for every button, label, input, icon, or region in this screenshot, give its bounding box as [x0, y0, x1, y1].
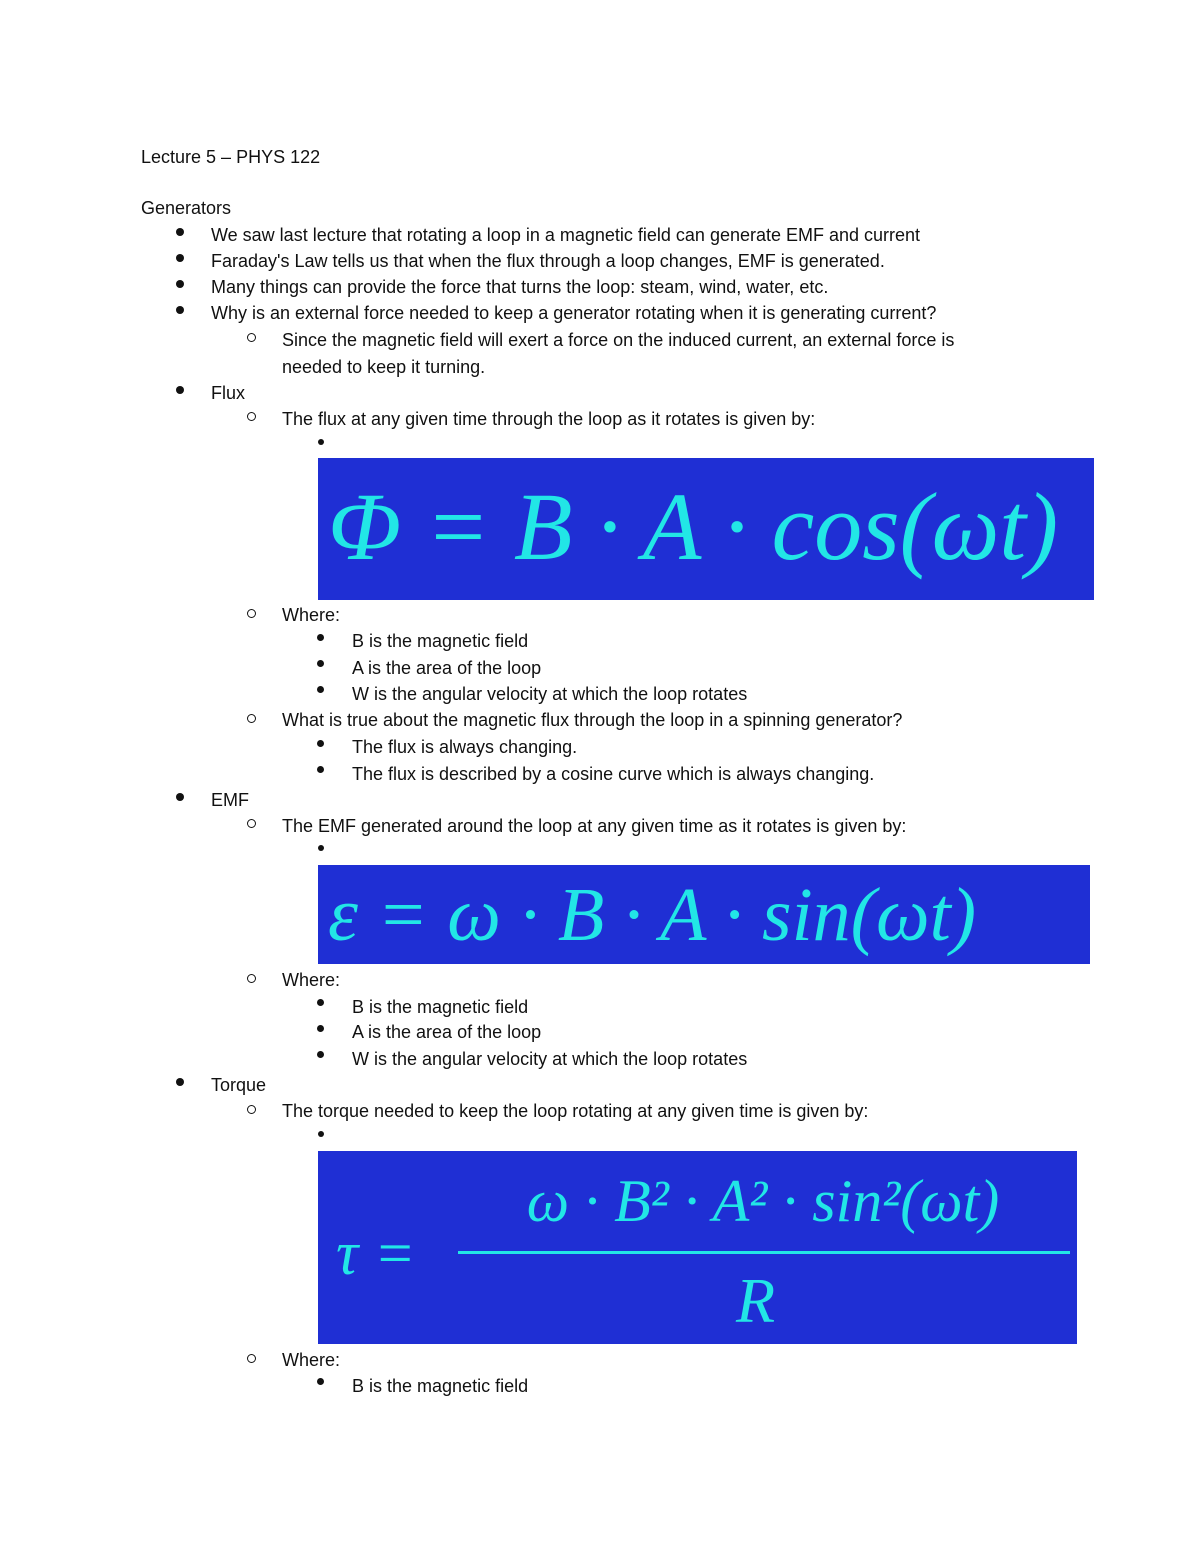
- list-item: The EMF generated around the loop at any given time as it rotates is given by:: [282, 816, 907, 836]
- bullet: [317, 1051, 324, 1058]
- bullet: [176, 306, 184, 314]
- bullet: [176, 228, 184, 236]
- bullet: [176, 280, 184, 288]
- sub-bullet: [247, 974, 256, 983]
- section-heading-generators: Generators: [141, 198, 232, 218]
- definition-item: B is the magnetic field: [352, 997, 529, 1017]
- sub-bullet: [247, 714, 256, 723]
- bullet: [176, 793, 184, 801]
- bullet: [318, 439, 324, 445]
- bullet: [176, 254, 184, 262]
- bullet: [317, 740, 324, 747]
- answer-item: The flux is described by a cosine curve which is always changing.: [352, 764, 875, 784]
- list-item: Why is an external force needed to keep a generator rotating when it is generating current?: [211, 303, 937, 323]
- flux-equation: [318, 458, 1094, 600]
- torque-equation-lhs: τ =: [336, 1220, 416, 1288]
- bullet: [176, 1078, 184, 1086]
- emf-equation: [318, 865, 1090, 964]
- list-item: What is true about the magnetic flux through the loop in a spinning generator?: [282, 710, 903, 730]
- emf-equation-text: ε = ω · B · A · sin(ωt): [328, 873, 977, 957]
- section-heading-flux: Flux: [211, 383, 246, 403]
- sub-bullet: [247, 819, 256, 828]
- sub-bullet: [247, 1105, 256, 1114]
- torque-equation: [318, 1151, 1077, 1344]
- sub-bullet: [247, 609, 256, 618]
- torque-equation-numerator: ω · B² · A² · sin²(ωt): [526, 1168, 1000, 1234]
- bullet: [317, 1025, 324, 1032]
- definition-item: W is the angular velocity at which the loop rotates: [352, 684, 748, 704]
- definition-item: A is the area of the loop: [352, 1022, 542, 1042]
- where-label: Where:: [282, 970, 341, 990]
- bullet: [318, 1131, 324, 1137]
- sub-bullet: [247, 1354, 256, 1363]
- sub-bullet: [247, 412, 256, 421]
- list-item: The flux at any given time through the loop as it rotates is given by:: [282, 409, 816, 429]
- bullet: [317, 660, 324, 667]
- bullet: [317, 634, 324, 641]
- bullet: [176, 386, 184, 394]
- bullet: [317, 1378, 324, 1385]
- list-item: The torque needed to keep the loop rotating at any given time is given by:: [282, 1101, 869, 1121]
- where-label: Where:: [282, 1350, 341, 1370]
- list-item: We saw last lecture that rotating a loop in a magnetic field can generate EMF and current: [211, 225, 921, 245]
- sub-bullet: [247, 333, 256, 342]
- bullet: [317, 999, 324, 1006]
- bullet: [317, 766, 324, 773]
- bullet: [317, 686, 324, 693]
- bullet: [318, 845, 324, 851]
- answer-item: The flux is always changing.: [352, 737, 578, 757]
- torque-equation-denominator: R: [736, 1265, 776, 1336]
- list-item: Faraday's Law tells us that when the flux through a loop changes, EMF is generated.: [211, 251, 885, 271]
- section-heading-torque: Torque: [211, 1075, 267, 1095]
- definition-item: A is the area of the loop: [352, 658, 542, 678]
- flux-equation-text: Φ = B · A · cos(ωt): [328, 473, 1059, 580]
- section-heading-emf: EMF: [211, 790, 249, 810]
- definition-item: W is the angular velocity at which the loop rotates: [352, 1049, 748, 1069]
- fraction-bar: [458, 1251, 1070, 1254]
- list-item: Since the magnetic field will exert a force on the induced current, an external force is: [282, 330, 955, 350]
- definition-item: B is the magnetic field: [352, 1376, 529, 1396]
- where-label: Where:: [282, 605, 341, 625]
- definition-item: B is the magnetic field: [352, 631, 529, 651]
- list-item: needed to keep it turning.: [282, 357, 486, 377]
- list-item: Many things can provide the force that turns the loop: steam, wind, water, etc.: [211, 277, 829, 297]
- page-title: Lecture 5 – PHYS 122: [141, 147, 321, 167]
